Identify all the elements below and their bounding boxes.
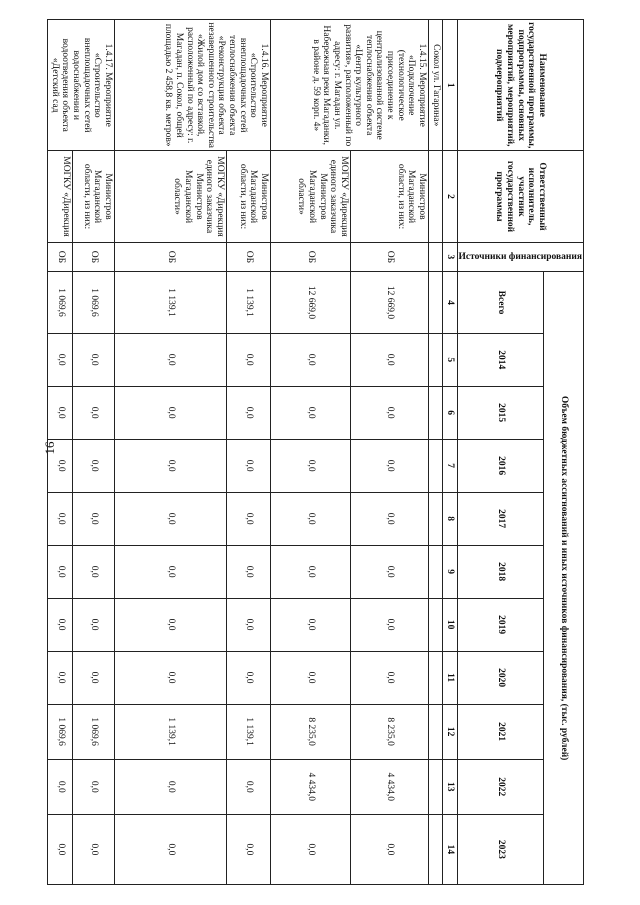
row-value: 0,0: [226, 386, 270, 439]
row-value: 0,0: [73, 439, 114, 492]
row-source: ОБ: [270, 242, 350, 272]
row-value: 1 069,6: [48, 704, 73, 759]
row-value: 0,0: [114, 439, 226, 492]
funding-table: [47, 19, 584, 885]
row-value: 0,0: [350, 333, 428, 386]
row-source: ОБ: [114, 242, 226, 272]
row-value: 0,0: [48, 386, 73, 439]
row-value: 0,0: [350, 492, 428, 545]
row-value: 0,0: [270, 386, 350, 439]
row-value: 1 139,1: [114, 704, 226, 759]
row-value: 0,0: [270, 492, 350, 545]
column-number: 6: [442, 386, 457, 439]
header-total: Всего: [457, 272, 544, 333]
header-year: 2021: [457, 704, 544, 759]
row-value: 0,0: [73, 651, 114, 704]
row-value: 8 235,0: [270, 704, 350, 759]
row-value: 1 139,1: [226, 272, 270, 333]
row-value: 0,0: [270, 598, 350, 651]
column-number: 12: [442, 704, 457, 759]
row-value: 0,0: [73, 333, 114, 386]
row-value: 0,0: [114, 386, 226, 439]
table-row: [428, 20, 442, 885]
column-number: 5: [442, 333, 457, 386]
column-number: 3: [442, 242, 457, 272]
header-year: 2023: [457, 814, 544, 884]
column-number: 2: [442, 151, 457, 242]
row-value: 0,0: [73, 492, 114, 545]
row-value: 0,0: [114, 598, 226, 651]
row-value: 0,0: [226, 333, 270, 386]
row-value: 12 669,0: [350, 272, 428, 333]
table-row: [350, 20, 428, 885]
row-source: ОБ: [73, 242, 114, 272]
row-value: 12 669,0: [270, 272, 350, 333]
row-value: 0,0: [48, 598, 73, 651]
row-executor: МОГКУ «Дирекция единого заказчика Министров Магаданской области»: [270, 151, 350, 242]
row-name: 1.4.16. Мероприятие «Строительство внеплощадочных сетей теплоснабжения объекта «Реконструкция объекта незавершенного строительства «Жилой дом со вставкой, расположенный по адресу: г. Магадан, п. Сокол, общей площадью 2 458,8 кв. метров»: [114, 20, 270, 151]
header-executor: Ответственный исполнитель, участник государственной программы: [457, 151, 583, 242]
row-value: 0,0: [226, 439, 270, 492]
row-value: 1 069,6: [48, 272, 73, 333]
row-value: 0,0: [226, 814, 270, 884]
row-executor: Министров Магаданской области, из них:: [226, 151, 270, 242]
row-value: 0,0: [226, 598, 270, 651]
row-value: 4 434,0: [350, 759, 428, 814]
row-value: 0,0: [73, 386, 114, 439]
row-value: 0,0: [270, 651, 350, 704]
row-value: 0,0: [48, 759, 73, 814]
row-source: ОБ: [48, 242, 73, 272]
row-source: ОБ: [350, 242, 428, 272]
page-number: 16: [42, 441, 57, 455]
row-value: 0,0: [114, 814, 226, 884]
row-value: 0,0: [226, 492, 270, 545]
column-number: 11: [442, 651, 457, 704]
header-year: 2014: [457, 333, 544, 386]
header-source: [457, 242, 583, 272]
row-value: 8 235,0: [350, 704, 428, 759]
row-value: 0,0: [73, 759, 114, 814]
header-source-label: Источники финансирования: [458, 251, 582, 262]
column-number: 10: [442, 598, 457, 651]
row-value: 0,0: [114, 492, 226, 545]
header-funding-group: Объем бюджетных ассигнований и иных источников финансирования, (тыс. рублей): [544, 272, 584, 885]
row-value: 0,0: [350, 439, 428, 492]
row-value: 0,0: [350, 814, 428, 884]
row-value: 0,0: [73, 545, 114, 598]
row-value: 1 139,1: [114, 272, 226, 333]
row-value: 0,0: [114, 759, 226, 814]
row-value: 0,0: [270, 814, 350, 884]
row-value: 0,0: [350, 598, 428, 651]
row-value: 0,0: [226, 759, 270, 814]
column-number: 4: [442, 272, 457, 333]
row-value: 1 069,6: [73, 272, 114, 333]
row-value: 0,0: [114, 333, 226, 386]
row-value: 0,0: [48, 545, 73, 598]
row-value: 0,0: [114, 545, 226, 598]
header-year: 2017: [457, 492, 544, 545]
row-executor: Министров Магаданской области, из них:: [73, 151, 114, 242]
row-value: 0,0: [350, 651, 428, 704]
row-name: Сокол ул. Гагарина»: [428, 20, 442, 151]
row-value: 1 139,1: [226, 704, 270, 759]
header-year: 2015: [457, 386, 544, 439]
row-source: ОБ: [226, 242, 270, 272]
column-number: 13: [442, 759, 457, 814]
row-value: 0,0: [270, 439, 350, 492]
row-value: 0,0: [48, 333, 73, 386]
rotated-table-container: [49, 19, 584, 885]
row-executor: МОГКУ «Дирекция единого заказчика Министров Магаданской области»: [114, 151, 226, 242]
table-row: [73, 20, 114, 885]
column-number: 1: [442, 20, 457, 151]
header-year: 2018: [457, 545, 544, 598]
row-value: 4 434,0: [270, 759, 350, 814]
row-value: 0,0: [114, 651, 226, 704]
row-executor: [428, 151, 442, 242]
row-value: 0,0: [226, 545, 270, 598]
table-row: [226, 20, 270, 885]
row-value: 0,0: [270, 333, 350, 386]
column-number: 9: [442, 545, 457, 598]
row-value: 1 069,6: [73, 704, 114, 759]
header-year: 2016: [457, 439, 544, 492]
row-value: 0,0: [48, 651, 73, 704]
header-year: 2022: [457, 759, 544, 814]
row-value: 0,0: [73, 814, 114, 884]
header-year: 2019: [457, 598, 544, 651]
row-value: 0,0: [48, 439, 73, 492]
column-number: 14: [442, 814, 457, 884]
row-value: 0,0: [350, 545, 428, 598]
row-value: 0,0: [226, 651, 270, 704]
row-value: 0,0: [350, 386, 428, 439]
column-number: 8: [442, 492, 457, 545]
row-executor: Министров Магаданской области, из них:: [350, 151, 428, 242]
row-value: 0,0: [73, 598, 114, 651]
row-executor: МОГКУ «Дирекция: [48, 151, 73, 242]
row-source: [428, 242, 442, 272]
row-value: 0,0: [270, 545, 350, 598]
row-name: 1.4.15. Мероприятие «Подключение (технологическое присоединение к централизованной системе теплоснабжения объекта «Центр культурного развития», расположенный по адресу: г. Магадан ул. Набережная реки Магаданки, в районе д. 59 корп. 4»: [270, 20, 428, 151]
row-name: 1.4.17. Мероприятие «Строительство внеплощадочных сетей водоснабжения и водоотведения объекта «Детский сад: [48, 20, 115, 151]
header-name: Наименование государственной программы, подпрограммы, основных мероприятий, мероприятий, подмероприятий: [457, 20, 583, 151]
column-number: 7: [442, 439, 457, 492]
row-value: 0,0: [48, 814, 73, 884]
row-value: 0,0: [48, 492, 73, 545]
header-year: 2020: [457, 651, 544, 704]
